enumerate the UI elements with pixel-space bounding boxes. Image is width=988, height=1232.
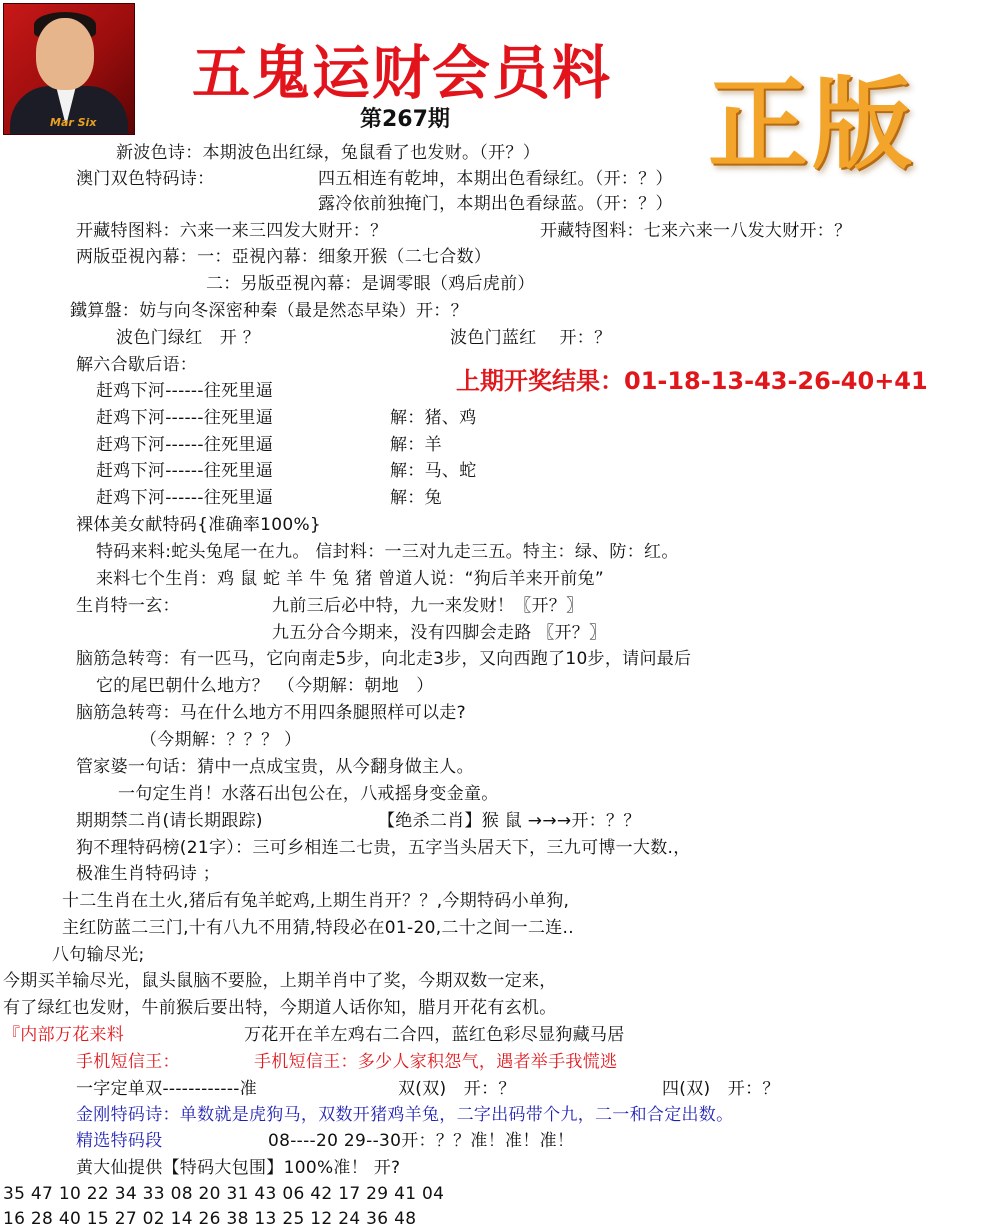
line: （今期解：？？？ ）: [140, 730, 302, 750]
avatar: [3, 3, 135, 135]
line: 开藏特图料：七来六来一八发大财开：？: [540, 221, 852, 241]
line: 赶鸡下河------往死里逼: [96, 488, 274, 508]
line: 解：猪、鸡: [390, 408, 477, 428]
line: 裸体美女献特码{准确率100%}: [76, 515, 322, 535]
issue-number: 第267期: [360, 107, 450, 132]
line: 极准生肖特码诗 ；: [76, 864, 221, 884]
line: 万花开在羊左鸡右二合四，蓝红色彩尽显狗藏马居: [244, 1025, 625, 1045]
line: 八句输尽光;: [52, 945, 145, 965]
genuine-stamp: 正版: [708, 65, 916, 183]
line: 开藏特图料：六来一来三四发大财开：？: [76, 221, 388, 241]
line: 狗不理特码榜(21字）：三可乡相连二七贵，五字当头居天下，三九可博一大数.，: [76, 838, 691, 858]
line: 露冷依前独掩门，本期出色看绿蓝。（开：？）: [318, 194, 673, 214]
page-title: 五鬼运财会员料: [192, 39, 613, 107]
last-draw-result: 上期开奖结果：01-18-13-43-26-40+41: [456, 367, 928, 395]
line: 一句定生肖！水落石出包公在，八戒摇身变金童。: [118, 784, 499, 804]
line: 脑筋急转弯：马在什么地方不用四条腿照样可以走?: [76, 703, 466, 723]
number-row: 16 28 40 15 27 02 14 26 38 13 25 12 24 36 48: [3, 1209, 417, 1229]
avatar-watermark: Mar Six: [50, 116, 97, 129]
line: 波色门蓝红 开：？: [450, 328, 612, 348]
line: 来料七个生肖：鸡 鼠 蛇 羊 牛 兔 猪 曾道人说：“狗后羊来开前兔”: [96, 569, 604, 589]
line: 解：马、蛇: [390, 461, 477, 481]
number-row: 35 47 10 22 34 33 08 20 31 43 06 42 17 29 41 04: [3, 1184, 445, 1204]
avatar-face: [36, 18, 94, 90]
line: 黄大仙提供【特码大包围】100%准！ 开?: [76, 1158, 401, 1178]
line: 今期买羊输尽光，鼠头鼠脑不要脸，上期羊肖中了奖，今期双数一定来，: [3, 971, 557, 991]
line: 生肖特一玄：: [76, 596, 180, 616]
line: 手机短信王：多少人家积怨气，遇者举手我慌逃: [254, 1052, 618, 1072]
line: 两版亞視內幕：一：亞視內幕：细象开猴（二七合数）: [76, 247, 492, 267]
line: 它的尾巴朝什么地方？ （今期解：朝地 ）: [96, 676, 434, 696]
line: 精选特码段: [76, 1131, 163, 1151]
line: 08----20 29--30开：？？准！准！准！: [268, 1131, 575, 1151]
line: 赶鸡下河------往死里逼: [96, 381, 274, 401]
line: 期期禁二肖(请长期跟踪): [76, 811, 263, 831]
line: 『内部万花来料: [3, 1025, 125, 1045]
line: 【绝杀二肖】猴 鼠 →→→开：？？: [378, 811, 641, 831]
line: 赶鸡下河------往死里逼: [96, 408, 274, 428]
line: 解：兔: [390, 488, 442, 508]
line: 主红防蓝二三门,十有八九不用猜,特段必在01-20,二十之间一二连..: [62, 918, 574, 938]
line: 一字定单双------------准: [76, 1079, 258, 1099]
line: 十二生肖在土火,猪后有兔羊蛇鸡,上期生肖开？？,今期特码小单狗,: [62, 891, 570, 911]
line: 双(双) 开：？: [398, 1079, 516, 1099]
line: 二：另版亞視內幕：是调零眼（鸡后虎前）: [206, 274, 535, 294]
line: 新波色诗：本期波色出红绿，兔鼠看了也发财。（开？）: [116, 143, 540, 163]
line: 金刚特码诗：单数就是虎狗马，双数开猪鸡羊兔，二字出码带个九，二一和合定出数。: [76, 1105, 734, 1125]
line: 脑筋急转弯：有一匹马，它向南走5步，向北走3步，又向西跑了10步，请问最后: [76, 649, 692, 669]
line: 有了绿红也发财，牛前猴后要出特，今期道人话你知，腊月开花有玄机。: [3, 998, 557, 1018]
line: 鐵算盤：妨与向冬深密种秦（最是然态早染）开：？: [70, 301, 468, 321]
line: 解：羊: [390, 435, 442, 455]
line: 手机短信王：: [76, 1052, 180, 1072]
line: 波色门绿红 开 ？: [116, 328, 261, 348]
line: 特码来料:蛇头兔尾一在九。 信封料：一三对九走三五。特主：绿、防：红。: [96, 542, 679, 562]
line: 九五分合今期来，没有四脚会走路 〖开？〗: [272, 623, 607, 643]
line: 赶鸡下河------往死里逼: [96, 461, 274, 481]
line: 管家婆一句话：猜中一点成宝贵，从今翻身做主人。: [76, 757, 474, 777]
line: 解六合歇后语：: [76, 355, 198, 375]
line: 九前三后必中特，九一来发财！〖开？〗: [272, 596, 584, 616]
line: 四五相连有乾坤，本期出色看绿红。（开：？）: [318, 169, 673, 189]
line: 赶鸡下河------往死里逼: [96, 435, 274, 455]
line: 四(双) 开：？: [662, 1079, 780, 1099]
line: 澳门双色特码诗：: [76, 169, 215, 189]
